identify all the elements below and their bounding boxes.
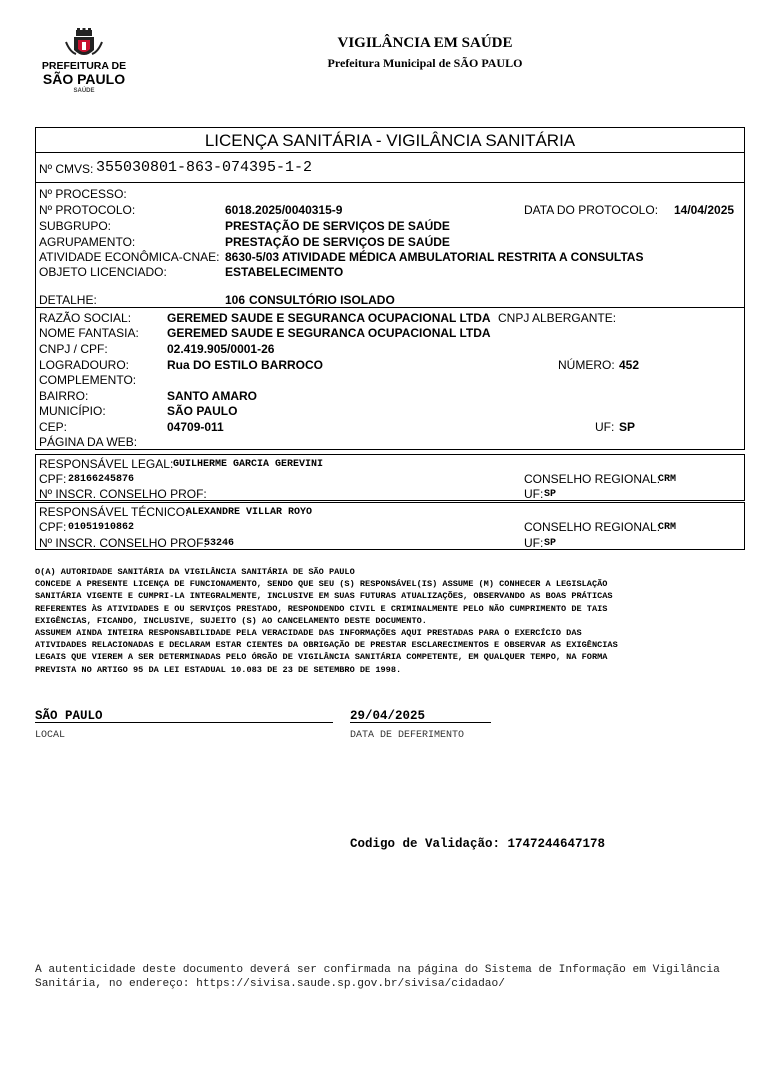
tech-inscr-label: Nº INSCR. CONSELHO PROF:: [39, 536, 207, 550]
declaration-line: LEGAIS QUE VIEREM A SER DETERMINADAS PELO ÓRGÃO DE VIGILÂNCIA SANITÁRIA COMPETENTE, EM QUALQUER TEMPO, NA FORMA: [35, 652, 608, 663]
declaration-line: SANITÁRIA VIGENTE E CUMPRI-LA INTEGRALMENTE, INCLUSIVE EM SUAS FUTURAS ATUALIZAÇÕES, OBSERVANDO AS BOAS PRÁTICAS: [35, 591, 613, 602]
tech-conselho-value: CRM: [658, 522, 677, 533]
municipio-label: MUNICÍPIO:: [39, 404, 106, 418]
uf-label: UF:: [595, 420, 615, 434]
uf-value: SP: [619, 420, 636, 434]
data-protocolo-label: DATA DO PROTOCOLO:: [524, 203, 659, 217]
cmvs-value: 355030801-863-074395-1-2: [96, 159, 313, 176]
logo-text-line3: SAÚDE: [73, 88, 95, 94]
legal-resp-label: RESPONSÁVEL LEGAL:: [39, 457, 174, 471]
declaration-line: PREVISTA NO ARTIGO 95 DA LEI ESTADUAL 10.083 DE 23 DE SETEMBRO DE 1998.: [35, 664, 402, 675]
logradouro-value: Rua DO ESTILO BARROCO: [167, 358, 324, 372]
city-crest-icon: [36, 28, 132, 60]
detalhe-label: DETALHE:: [39, 293, 97, 307]
tech-uf-label: UF:: [524, 536, 544, 550]
header-subtitle: Prefeitura Municipal de SÃO PAULO: [327, 56, 523, 70]
date-value: 29/04/2025: [350, 709, 426, 723]
cep-value: 04709-011: [167, 420, 224, 434]
detalhe-value: CONSULTÓRIO ISOLADO: [249, 293, 395, 307]
tech-resp-label: RESPONSÁVEL TÉCNICO:: [39, 505, 189, 519]
legal-responsible-box: [35, 454, 745, 501]
logradouro-label: LOGRADOURO:: [39, 358, 130, 372]
tech-uf-value: SP: [544, 538, 557, 549]
cnpj-value: 02.419.905/0001-26: [167, 342, 275, 356]
detalhe-code: 106: [225, 293, 246, 307]
cnpj-label: CNPJ / CPF:: [39, 342, 108, 356]
subgrupo-label: SUBGRUPO:: [39, 219, 112, 233]
declaration-line: REFERENTES ÀS ATIVIDADES E OU SERVIÇOS PRESTADO, RESPONDENDO CIVIL E CRIMINALMENTE PELO NÃO CUMPRIMENTO DE TAIS: [35, 603, 608, 614]
tech-conselho-label: CONSELHO REGIONAL:: [524, 520, 661, 534]
objeto-value: ESTABELECIMENTO: [225, 265, 344, 279]
subgrupo-value: PRESTAÇÃO DE SERVIÇOS DE SAÚDE: [225, 219, 450, 233]
legal-cpf-value: 28166245876: [68, 474, 135, 485]
fantasia-label: NOME FANTASIA:: [39, 326, 139, 340]
tech-cpf-label: CPF:: [39, 520, 67, 534]
protocolo-label: Nº PROTOCOLO:: [39, 203, 136, 217]
processo-label: Nº PROCESSO:: [39, 187, 127, 201]
license-title-box: [35, 127, 745, 153]
local-value: SÃO PAULO: [35, 709, 103, 723]
cnae-label: ATIVIDADE ECONÔMICA-CNAE:: [39, 250, 220, 264]
process-box: [35, 182, 745, 308]
prefeitura-logo: [36, 28, 132, 98]
numero-label: NÚMERO:: [558, 358, 615, 372]
legal-inscr-label: Nº INSCR. CONSELHO PROF:: [39, 487, 207, 501]
bairro-value: SANTO AMARO: [167, 389, 257, 403]
legal-uf-value: SP: [544, 489, 557, 500]
license-title: LICENÇA SANITÁRIA - VIGILÂNCIA SANITÁRIA: [204, 131, 576, 150]
legal-cpf-label: CPF:: [39, 472, 67, 486]
company-box: [35, 307, 745, 450]
tech-resp-value: ALEXANDRE VILLAR ROYO: [186, 507, 313, 518]
cnpj-albergante-label: CNPJ ALBERGANTE:: [498, 311, 617, 325]
fantasia-value: GEREMED SAUDE E SEGURANCA OCUPACIONAL LTDA: [167, 326, 491, 340]
web-label: PÁGINA DA WEB:: [39, 435, 138, 449]
bairro-label: BAIRRO:: [39, 389, 89, 403]
local-label: LOCAL: [35, 730, 66, 741]
cep-label: CEP:: [39, 420, 68, 434]
authenticity-footer: [35, 963, 750, 991]
declaration-text: [35, 566, 747, 676]
legal-uf-label: UF:: [524, 487, 544, 501]
data-protocolo-value: 14/04/2025: [674, 203, 735, 217]
razao-label: RAZÃO SOCIAL:: [39, 311, 132, 325]
municipio-value: SÃO PAULO: [167, 404, 238, 418]
tech-cpf-value: 01051910862: [68, 522, 135, 533]
numero-value: 452: [619, 358, 640, 372]
tech-inscr-value: 53246: [204, 538, 235, 549]
declaration-line: EXIGÊNCIAS, FICANDO, INCLUSIVE, SUJEITO (S) AO CANCELAMENTO DESTE DOCUMENTO.: [35, 615, 427, 626]
agrupamento-label: AGRUPAMENTO:: [39, 235, 136, 249]
logo-text-line2: SÃO PAULO: [42, 71, 126, 87]
razao-value: GEREMED SAUDE E SEGURANCA OCUPACIONAL LTDA: [167, 311, 491, 325]
validation-code: Codigo de Validação: 1747244647178: [350, 837, 606, 851]
agrupamento-value: PRESTAÇÃO DE SERVIÇOS DE SAÚDE: [225, 235, 450, 249]
cnae-value: 8630-5/03 ATIVIDADE MÉDICA AMBULATORIAL RESTRITA A CONSULTAS: [225, 250, 644, 264]
footer-line1: A autenticidade deste documento deverá ser confirmada na página do Sistema de Informação em Vigilância: [35, 964, 720, 976]
legal-conselho-label: CONSELHO REGIONAL:: [524, 472, 661, 486]
legal-resp-value: GUILHERME GARCIA GEREVINI: [173, 459, 324, 470]
date-label: DATA DE DEFERIMENTO: [350, 730, 465, 741]
complemento-label: COMPLEMENTO:: [39, 373, 137, 387]
declaration-line: ASSUMEM AINDA INTEIRA RESPONSABILIDADE PELA VERACIDADE DAS INFORMAÇÕES AQUI PRESTADAS PARA O EXERCÍCIO DAS: [35, 628, 582, 639]
technical-responsible-box: [35, 502, 745, 550]
objeto-label: OBJETO LICENCIADO:: [39, 265, 167, 279]
cmvs-box: [35, 152, 745, 183]
protocolo-value: 6018.2025/0040315-9: [225, 203, 343, 217]
footer-line2: Sanitária, no endereço: https://sivisa.saude.sp.gov.br/sivisa/cidadao/: [35, 978, 505, 990]
declaration-line: ATIVIDADES RELACIONADAS E DECLARAM ESTAR CIENTES DA OBRIGAÇÃO DE PRESTAR ESCLARECIMENTOS E OBSERVAR AS EXIGÊNCIAS: [35, 640, 618, 651]
declaration-line: O(A) AUTORIDADE SANITÁRIA DA VIGILÂNCIA SANITÁRIA DE SÃO PAULO: [35, 567, 355, 577]
cmvs-label: Nº CMVS:: [39, 162, 94, 176]
legal-conselho-value: CRM: [658, 474, 677, 485]
declaration-line: CONCEDE A PRESENTE LICENÇA DE FUNCIONAMENTO, SENDO QUE SEU (S) RESPONSÁVEL(IS) ASSUME (M) CONHECER A LEGISLAÇÃO: [35, 579, 608, 590]
header-title: VIGILÂNCIA EM SAÚDE: [337, 35, 513, 51]
logo-text-line1: PREFEITURA DE: [41, 60, 127, 72]
